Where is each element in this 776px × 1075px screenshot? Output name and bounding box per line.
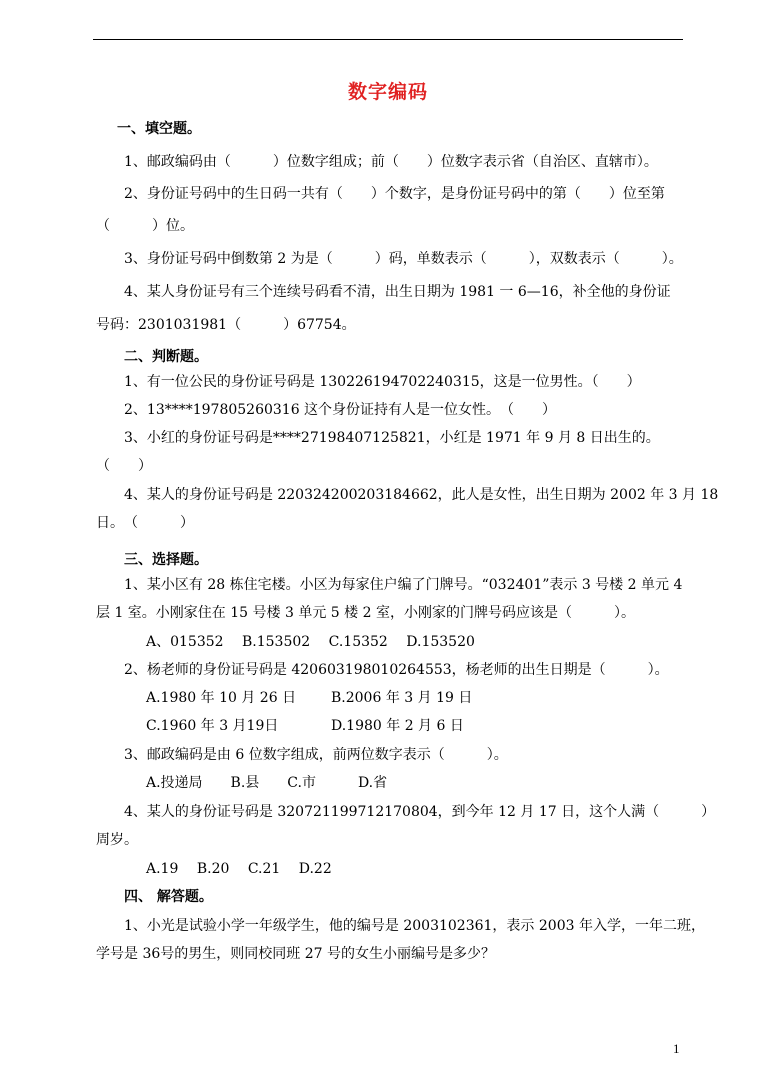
section-heading-judge: 二、判断题。 [124, 349, 208, 365]
choice-question-2-option-b: B.2006 年 3 月 19 日 [331, 690, 473, 706]
answer-question-1-line-2: 学号是 36号的男生，则同校同班 27 号的女生小丽编号是多少？ [96, 946, 495, 962]
judge-question-1: 1、有一位公民的身份证号码是 130226194702240315，这是一位男性。（ ） [124, 374, 641, 390]
page-number: 1 [673, 1041, 680, 1056]
judge-question-2: 2、13****197805260316 这个身份证持有人是一位女性。 （ ） [124, 402, 557, 418]
judge-question-4-line-2: 日。 （ ） [96, 515, 194, 531]
choice-question-3: 3、邮政编码是由 6 位数字组成，前两位数字表示（ ）。 [124, 747, 508, 763]
choice-question-2-option-d: D.1980 年 2 月 6 日 [331, 718, 464, 734]
choice-question-4-line-1: 4、某人的身份证号码是 320721199712170804，到今年 12 月 17 日，这个人满（ ） [124, 804, 716, 820]
choice-question-1-line-1: 1、某小区有 28 栋住宅楼。小区为每家住户编了门牌号。“032401”表示 3 号楼 2 单元 4 [124, 577, 683, 593]
fill-question-2-line-1: 2、身份证号码中的生日码一共有（ ）个数字，是身份证号码中的第（ ）位至第 [124, 186, 665, 202]
judge-question-3-line-1: 3、小红的身份证号码是****27198407125821，小红是 1971 年 9 月 8 日出生的。 [124, 430, 660, 446]
answer-question-1-line-1: 1、小光是试验小学一年级学生，他的编号是 2003102361，表示 2003 年入学，一年二班， [124, 918, 705, 934]
fill-question-1: 1、邮政编码由（ ）位数字组成；前（ ）位数字表示省（自治区、直辖市）。 [124, 154, 658, 170]
fill-question-2-line-2: （ ）位。 [96, 218, 194, 234]
section-heading-fill: 一、填空题。 [117, 121, 201, 137]
fill-question-4-line-1: 4、某人身份证号有三个连续号码看不清，出生日期为 1981 一 6—16，补全他的身份证 [124, 284, 671, 300]
choice-question-2: 2、杨老师的身份证号码是 420603198010264553，杨老师的出生日期是（ ）。 [124, 662, 669, 678]
choice-question-2-option-a: A.1980 年 10 月 26 日 [146, 690, 297, 706]
judge-question-3-line-2: （ ） [96, 458, 152, 474]
section-heading-answer: 四、 解答题。 [124, 889, 213, 905]
choice-question-2-option-c: C.1960 年 3 月19日 [146, 718, 279, 734]
document-title: 数字编码 [347, 81, 428, 103]
section-heading-choice: 三、选择题。 [124, 552, 208, 568]
choice-question-3-options: A.投递局 B.县 C.市 D.省 [146, 775, 388, 791]
judge-question-4-line-1: 4、某人的身份证号码是 220324200203184662，此人是女性，出生日期为 2002 年 3 月 18 [124, 487, 719, 503]
fill-question-3: 3、身份证号码中倒数第 2 为是（ ）码，单数表示（ ），双数表示（ ）。 [124, 251, 683, 267]
choice-question-1-line-2: 层 1 室。小刚家住在 15 号楼 3 单元 5 楼 2 室，小刚家的门牌号码应该是（ ）。 [96, 605, 635, 621]
choice-question-4-options: A.19 B.20 C.21 D.22 [146, 861, 332, 877]
header-rule [93, 39, 683, 40]
fill-question-4-line-2: 号码：2301031981（ ）67754。 [96, 317, 356, 333]
choice-question-1-options: A、015352 B.153502 C.15352 D.153520 [146, 634, 475, 650]
choice-question-4-line-2: 周岁。 [96, 832, 138, 848]
